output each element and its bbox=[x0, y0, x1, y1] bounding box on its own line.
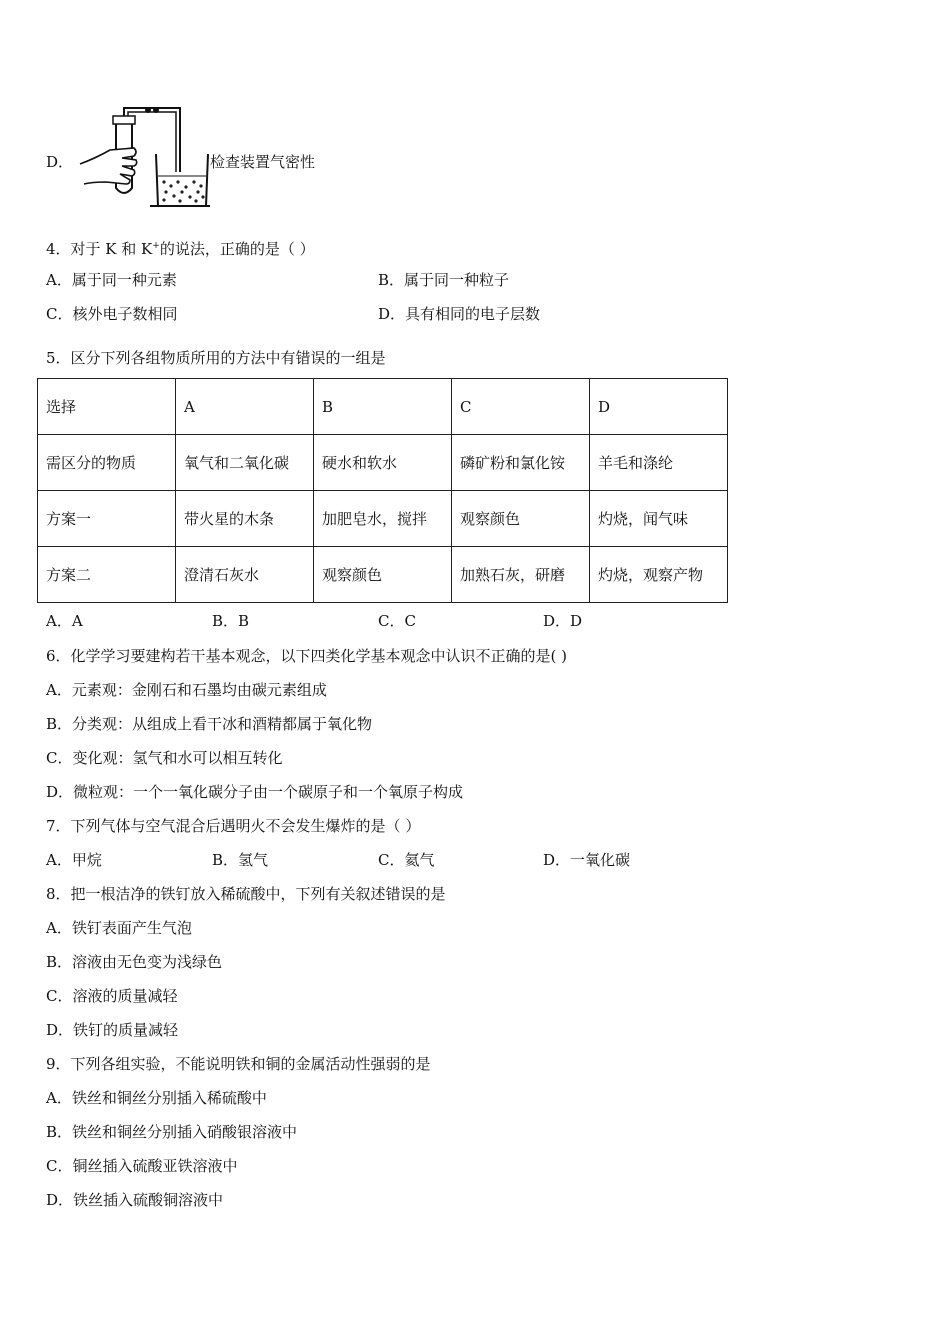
q7-option-d[interactable]: D．一氧化碳 bbox=[543, 851, 631, 869]
q7-stem: 7．下列气体与空气混合后遇明火不会发生爆炸的是（ ） bbox=[46, 817, 421, 835]
q8-option-d[interactable]: D．铁钉的质量减轻 bbox=[46, 1021, 179, 1039]
q8-option-a[interactable]: A．铁钉表面产生气泡 bbox=[46, 919, 192, 937]
q4-option-d[interactable]: D．具有相同的电子层数 bbox=[378, 305, 541, 323]
table-cell: B bbox=[314, 379, 452, 435]
q5-comparison-table bbox=[37, 378, 728, 603]
table-cell: 加熟石灰，研磨 bbox=[452, 547, 590, 603]
q7-option-b[interactable]: B．氢气 bbox=[212, 851, 269, 869]
q9-option-d[interactable]: D．铁丝插入硫酸铜溶液中 bbox=[46, 1191, 224, 1209]
table-cell: 方案二 bbox=[38, 547, 176, 603]
table-cell: 氧气和二氧化碳 bbox=[176, 435, 314, 491]
q7-option-c[interactable]: C．氦气 bbox=[378, 851, 435, 869]
table-row bbox=[38, 435, 728, 491]
q6-option-b[interactable]: B．分类观：从组成上看干冰和酒精都属于氧化物 bbox=[46, 715, 373, 733]
q5-option-c[interactable]: C．C bbox=[378, 612, 416, 630]
q6-option-a[interactable]: A．元素观：金刚石和石墨均由碳元素组成 bbox=[46, 681, 327, 699]
table-row bbox=[38, 379, 728, 435]
q4-option-b[interactable]: B．属于同一种粒子 bbox=[378, 271, 510, 289]
q9-option-c[interactable]: C．铜丝插入硫酸亚铁溶液中 bbox=[46, 1157, 238, 1175]
q4-stem: 4．对于 K 和 K+的说法，正确的是（ ） bbox=[46, 240, 315, 258]
table-cell: C bbox=[452, 379, 590, 435]
table-cell: 磷矿粉和氯化铵 bbox=[452, 435, 590, 491]
q6-option-d[interactable]: D．微粒观：一个一氧化碳分子由一个碳原子和一个氧原子构成 bbox=[46, 783, 464, 801]
q9-option-b[interactable]: B．铁丝和铜丝分别插入硝酸银溶液中 bbox=[46, 1123, 298, 1141]
q6-stem: 6．化学学习要建构若干基本观念，以下四类化学基本观念中认识不正确的是( ) bbox=[46, 647, 568, 665]
table-cell: 灼烧，闻气味 bbox=[590, 491, 728, 547]
q5-option-b[interactable]: B．B bbox=[212, 612, 250, 630]
table-cell: 澄清石灰水 bbox=[176, 547, 314, 603]
q9-option-a[interactable]: A．铁丝和铜丝分别插入稀硫酸中 bbox=[46, 1089, 267, 1107]
q7-option-a[interactable]: A．甲烷 bbox=[46, 851, 102, 869]
table-cell: 方案一 bbox=[38, 491, 176, 547]
q8-stem: 8．把一根洁净的铁钉放入稀硫酸中，下列有关叙述错误的是 bbox=[46, 885, 446, 903]
table-cell: 带火星的木条 bbox=[176, 491, 314, 547]
table-cell: 观察颜色 bbox=[452, 491, 590, 547]
q6-option-c[interactable]: C．变化观：氢气和水可以相互转化 bbox=[46, 749, 283, 767]
q9-stem: 9．下列各组实验，不能说明铁和铜的金属活动性强弱的是 bbox=[46, 1055, 431, 1073]
q5-option-d[interactable]: D．D bbox=[543, 612, 583, 630]
table-cell: 选择 bbox=[38, 379, 176, 435]
table-row bbox=[38, 547, 728, 603]
q4-option-a[interactable]: A．属于同一种元素 bbox=[46, 271, 177, 289]
table-cell: 灼烧，观察产物 bbox=[590, 547, 728, 603]
table-cell: A bbox=[176, 379, 314, 435]
q8-option-b[interactable]: B．溶液由无色变为浅绿色 bbox=[46, 953, 223, 971]
table-cell: D bbox=[590, 379, 728, 435]
q3-option-d-text: 检查装置气密性 bbox=[210, 153, 316, 171]
q3-option-d-label: D． bbox=[46, 153, 74, 171]
q4-option-c[interactable]: C．核外电子数相同 bbox=[46, 305, 178, 323]
table-row bbox=[38, 491, 728, 547]
q5-stem: 5．区分下列各组物质所用的方法中有错误的一组是 bbox=[46, 349, 386, 367]
table-cell: 硬水和软水 bbox=[314, 435, 452, 491]
q8-option-c[interactable]: C．溶液的质量减轻 bbox=[46, 987, 178, 1005]
table-cell: 加肥皂水，搅拌 bbox=[314, 491, 452, 547]
q5-option-a[interactable]: A．A bbox=[46, 612, 83, 630]
table-cell: 需区分的物质 bbox=[38, 435, 176, 491]
table-cell: 羊毛和涤纶 bbox=[590, 435, 728, 491]
table-cell: 观察颜色 bbox=[314, 547, 452, 603]
airtightness-apparatus-figure bbox=[76, 102, 210, 210]
